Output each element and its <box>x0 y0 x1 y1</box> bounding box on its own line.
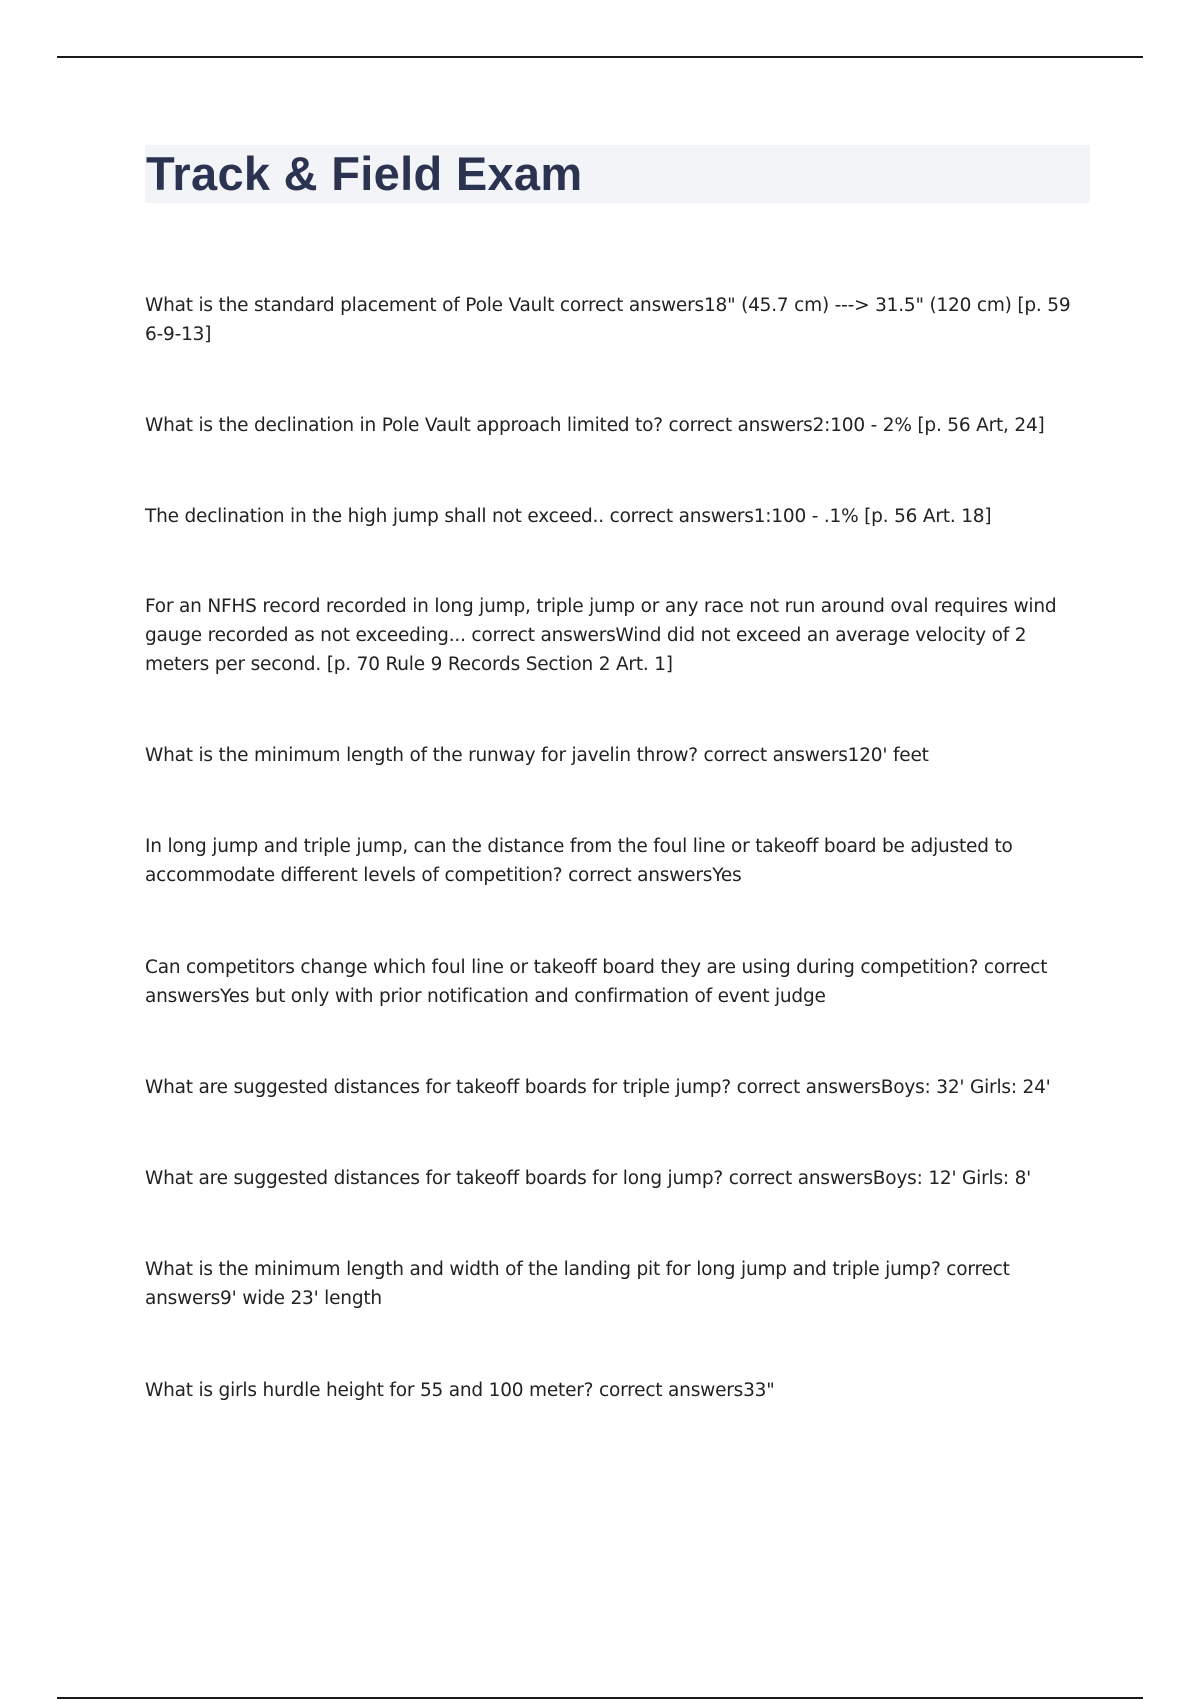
question-answer-4: For an NFHS record recorded in long jump, triple jump or any race not run around oval requires wind gauge recorded as not exceeding... correct answersWind did not exceed an average velocity of 2 meters per second. [p. 70 Rule 9 Records Section 2 Art. 1] <box>145 596 1057 675</box>
question-answer-10: What is the minimum length and width of the landing pit for long jump and triple jump? correct answers9' wide 23' length <box>145 1259 1010 1309</box>
document-title: Track & Field Exam <box>146 147 583 200</box>
question-answer-9: What are suggested distances for takeoff boards for long jump? correct answersBoys: 12' Girls: 8' <box>145 1168 1032 1189</box>
question-answer-2: What is the declination in Pole Vault approach limited to? correct answers2:100 - 2% [p. 56 Art, 24] <box>145 415 1045 436</box>
question-answer-8: What are suggested distances for takeoff boards for triple jump? correct answersBoys: 32' Girls: 24' <box>145 1077 1051 1098</box>
header-rule <box>57 56 1143 58</box>
question-answer-1: What is the standard placement of Pole Vault correct answers18" (45.7 cm) ---> 31.5" (120 cm) [p. 59 6-9-13] <box>145 295 1071 345</box>
question-answer-11: What is girls hurdle height for 55 and 100 meter? correct answers33" <box>145 1380 775 1401</box>
question-answer-5: What is the minimum length of the runway for javelin throw? correct answers120' feet <box>145 745 929 766</box>
question-answer-6: In long jump and triple jump, can the distance from the foul line or takeoff board be adjusted to accommodate different levels of competition? correct answersYes <box>145 836 1013 886</box>
question-answer-3: The declination in the high jump shall not exceed.. correct answers1:100 - .1% [p. 56 Art. 18] <box>145 506 992 527</box>
footer-rule <box>57 1697 1143 1699</box>
question-answer-7: Can competitors change which foul line or takeoff board they are using during competition? correct answersYes but only with prior notification and confirmation of event judge <box>145 957 1048 1007</box>
